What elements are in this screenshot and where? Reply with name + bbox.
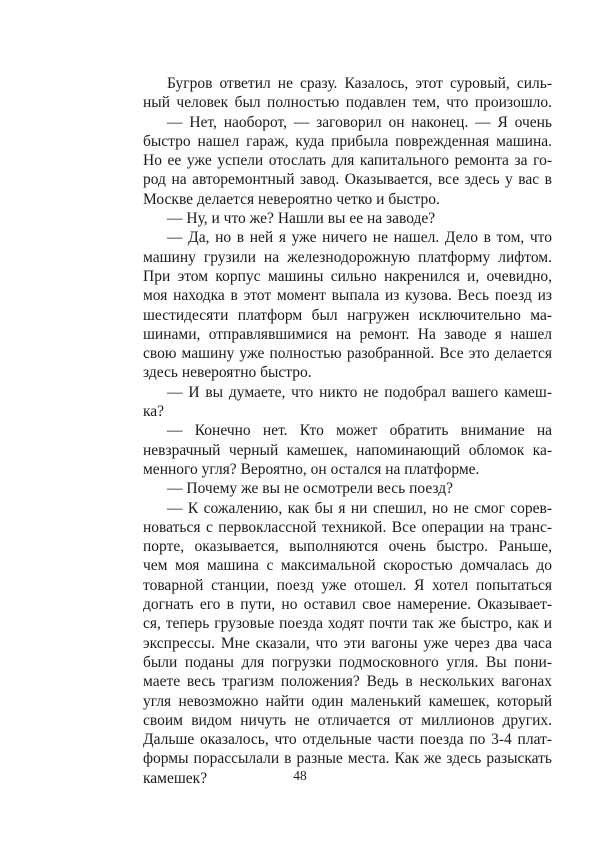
text-line: товарной станции, поезд уже отошел. Я хотел попытаться bbox=[143, 576, 552, 594]
text-line: шинами, отправлявшимися на ремонт. На заводе я нашел bbox=[143, 325, 552, 343]
text-line: ка? bbox=[143, 403, 165, 421]
text-line: — Да, но в ней я уже ничего не нашел. Дело в том, что bbox=[167, 229, 552, 247]
body-text bbox=[143, 74, 552, 788]
text-line: здесь невероятно быстро. bbox=[143, 364, 312, 382]
text-line: шестидесяти платформ был нагружен исключительно ма- bbox=[143, 306, 552, 324]
text-line: свою машину уже полностью разобранной. Все это делается bbox=[143, 345, 552, 363]
text-line: — Нет, наоборот, — заговорил он наконец. — Я очень bbox=[167, 113, 552, 131]
text-line: чем моя машина с максимальной скоростью домчалась до bbox=[143, 557, 552, 575]
text-line: — И вы думаете, что никто не подобрал вашего камеш- bbox=[167, 383, 552, 401]
text-line: маете весь трагизм положения? Ведь в нескольких вагонах bbox=[143, 673, 552, 691]
text-line: новаться с первоклассной техникой. Все операции на транс- bbox=[143, 518, 552, 536]
text-line: род на авторемонтный завод. Оказывается, все здесь у вас в bbox=[143, 171, 552, 189]
text-line: При этом корпус машины сильно накренился и, очевидно, bbox=[143, 267, 552, 285]
text-line: менного угля? Вероятно, он остался на платформе. bbox=[143, 460, 480, 478]
text-line: невзрачный черный камешек, напоминающий обломок ка- bbox=[143, 441, 552, 459]
text-line: Бугров ответил не сразу. Казалось, этот суровый, силь- bbox=[167, 75, 552, 92]
text-line: Москве делается невероятно четко и быстро. bbox=[143, 190, 440, 208]
text-line: Дальше оказалось, что отдельные части поезда по 3-4 плат- bbox=[143, 731, 552, 749]
text-line: догнать его в пути, но оставил свое намерение. Оказывает- bbox=[143, 596, 552, 614]
text-line: Но ее уже успели отослать для капитального ремонта за го- bbox=[143, 152, 552, 170]
text-line: ный человек был полностью подавлен тем, что произошло. bbox=[143, 94, 552, 112]
text-line: порте, оказывается, выполняются очень быстро. Раньше, bbox=[143, 538, 552, 556]
text-line: камешек? bbox=[143, 769, 208, 787]
text-line: моя находка в этот момент выпала из кузова. Весь поезд из bbox=[143, 287, 552, 305]
text-line: — Ну, и что же? Нашли вы ее на заводе? bbox=[167, 210, 436, 228]
text-line: своим видом ничуть не отличается от миллионов других. bbox=[143, 711, 552, 729]
text-line: экспрессы. Мне сказали, что эти вагоны уже через два часа bbox=[143, 634, 552, 652]
text-line: — Конечно нет. Кто может обратить внимание на bbox=[167, 422, 552, 440]
page-number: 48 bbox=[293, 768, 307, 783]
text-line: угля невозможно найти один маленький камешек, который bbox=[143, 692, 552, 710]
text-line: быстро нашел гараж, куда прибыла поврежденная машина. bbox=[143, 132, 552, 150]
text-line: — К сожалению, как бы я ни спешил, но не смог сорев- bbox=[167, 499, 552, 517]
text-line: ся, теперь грузовые поезда ходят почти так же быстро, как и bbox=[143, 615, 552, 633]
text-line: машину грузили на железнодорожную платформу лифтом. bbox=[143, 248, 552, 266]
text-line: — Почему же вы не осмотрели весь поезд? bbox=[167, 480, 454, 498]
text-line: были поданы для погрузки подмосковного угля. Вы пони- bbox=[143, 653, 552, 671]
text-line: формы порассылали в разные места. Как же здесь разыскать bbox=[143, 750, 552, 768]
